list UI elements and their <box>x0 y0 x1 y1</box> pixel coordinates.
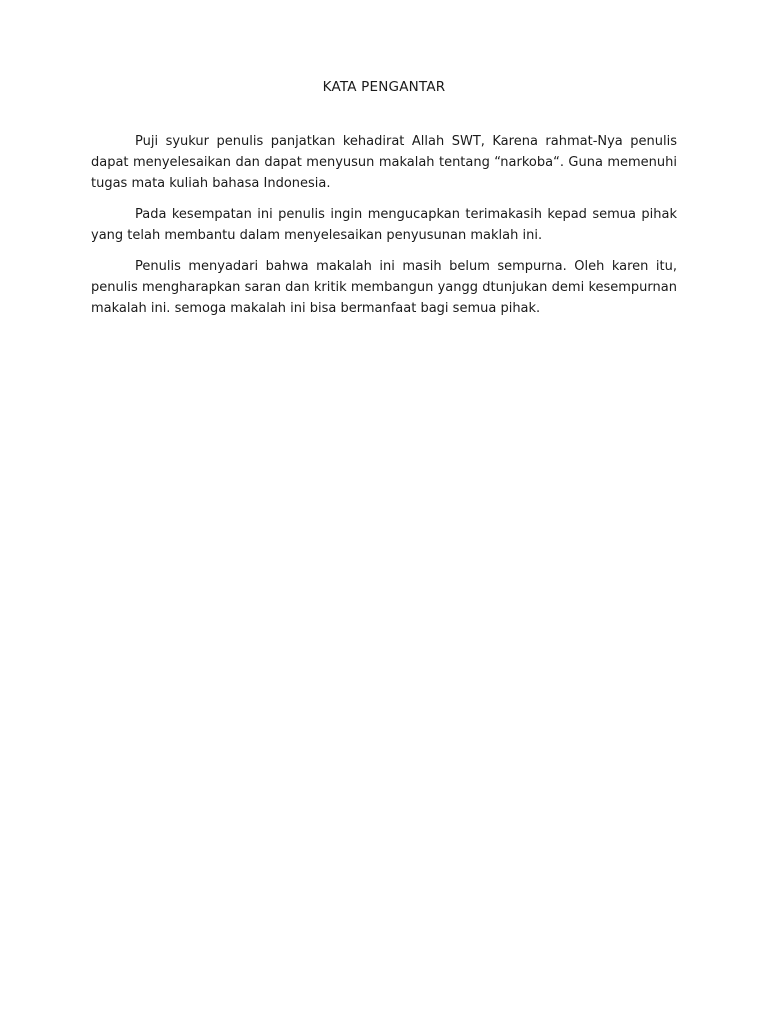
paragraph-1: Puji syukur penulis panjatkan kehadirat Allah SWT, Karena rahmat-Nya penulis dapat menyelesaikan dan dapat menyusun makalah tentang “narkoba“. Guna memenuhi tugas mata kuliah bahasa Indonesia. <box>91 134 677 191</box>
paragraph-2: Pada kesempatan ini penulis ingin mengucapkan terimakasih kepad semua pihak yang telah membantu dalam menyelesaikan penyusunan maklah ini. <box>91 207 677 243</box>
document-title: KATA PENGANTAR <box>322 79 446 95</box>
paragraph-3: Penulis menyadari bahwa makalah ini masih belum sempurna. Oleh karen itu, penulis mengharapkan saran dan kritik membangun yangg dtunjukan demi kesempurnan makalah ini. semoga makalah ini bisa bermanfaat bagi semua pihak. <box>91 259 677 316</box>
document-body <box>91 131 677 329</box>
